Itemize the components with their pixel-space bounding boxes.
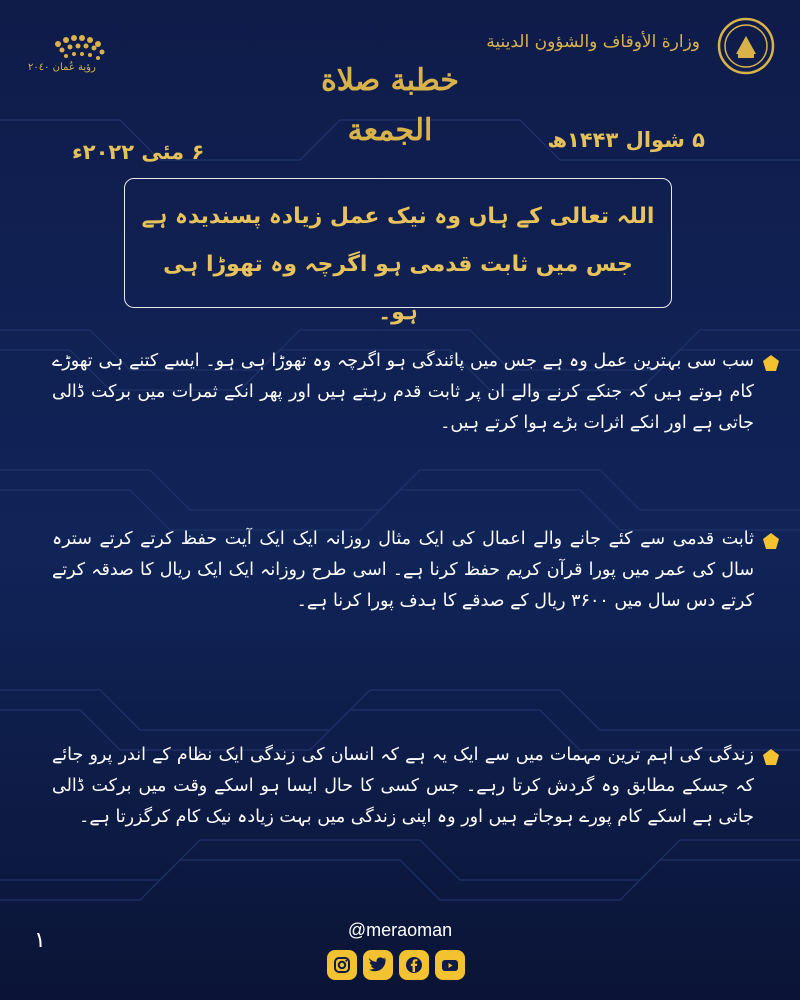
oman-vision-logo xyxy=(28,22,148,92)
ministry-name: وزارة الأوقاف والشؤون الدينية xyxy=(486,32,700,52)
vision-logo-text: رؤية عُمان ٢٠٤٠ xyxy=(28,62,96,73)
bullet-point-1 xyxy=(52,346,754,439)
calligraphy-bottom: الجمعة xyxy=(347,113,433,148)
social-handle[interactable]: @meraoman xyxy=(347,920,453,940)
youtube-icon[interactable] xyxy=(435,950,465,980)
bullet-text-2: ثابت قدمی سے کئے جانے والے اعمال کی ایک مثال روزانہ ایک ایک آیت حفظ کرتے کرتے سترہ سال کی عمر میں پورا قرآن کریم حفظ کرنا ہے۔ اسی طرح روزانہ ایک ایک ریال کا صدقہ کرتے کرتے دس سال میں ۳۶۰۰ ریال کے صدقے کا ہدف پورا کرنا ہے۔ xyxy=(52,529,754,611)
bullet-point-2 xyxy=(52,524,754,617)
calligraphy-top: خطبة صلاة xyxy=(321,63,459,98)
friday-sermon-calligraphy xyxy=(315,55,465,165)
social-icons xyxy=(327,950,465,980)
bullet-text-1: سب سی بہترین عمل وہ ہے جس میں پائندگی ہو اگرچہ وہ تھوڑا ہی ہو۔ ایسے کتنے ہی تھوڑے کام ہوتے ہیں کہ جنکے کرنے والے ان پر ثابت قدم رہتے ہیں اور پھر انکے ثمرات میں برکت ڈالی جاتی ہے اور انکے اثرات بڑے ہوا کرتے ہیں۔ xyxy=(52,351,754,433)
facebook-icon[interactable] xyxy=(399,950,429,980)
instagram-icon[interactable] xyxy=(327,950,357,980)
page-number: ۱ xyxy=(34,928,46,953)
bullet-icon xyxy=(762,748,780,766)
bullet-text-3: زندگی کی اہم ترین مہمات میں سے ایک یہ ہے کہ انسان کی زندگی ایک نظام کے اندر پرو جائے کہ جسکے مطابق وہ گردش کرتا رہے۔ جس کسی کا حال ایسا ہو اسکے وقت میں برکت ڈالی جاتی ہے اسکے کام پورے ہوجاتے ہیں اور وہ اپنی زندگی میں بہت زیادہ نیک کام کرگزرتا ہے۔ xyxy=(52,745,754,827)
ministry-emblem xyxy=(716,16,776,76)
bullet-icon xyxy=(762,532,780,550)
bullet-icon xyxy=(762,354,780,372)
headline-box xyxy=(124,178,672,325)
bullet-point-3 xyxy=(52,740,754,833)
headline-line-2: جس میں ثابت قدمی ہو اگرچہ وہ تھوڑا ہی ہو۔ xyxy=(163,252,633,325)
gregorian-date: ۶ مئی ۲۰۲۲ء xyxy=(72,140,205,164)
hijri-date: ۵ شوال ۱۴۴۳ھ xyxy=(547,128,705,152)
twitter-icon[interactable] xyxy=(363,950,393,980)
headline-line-1: اللہ تعالی کے ہاں وہ نیک عمل زیادہ پسندیدہ ہے xyxy=(141,204,655,229)
